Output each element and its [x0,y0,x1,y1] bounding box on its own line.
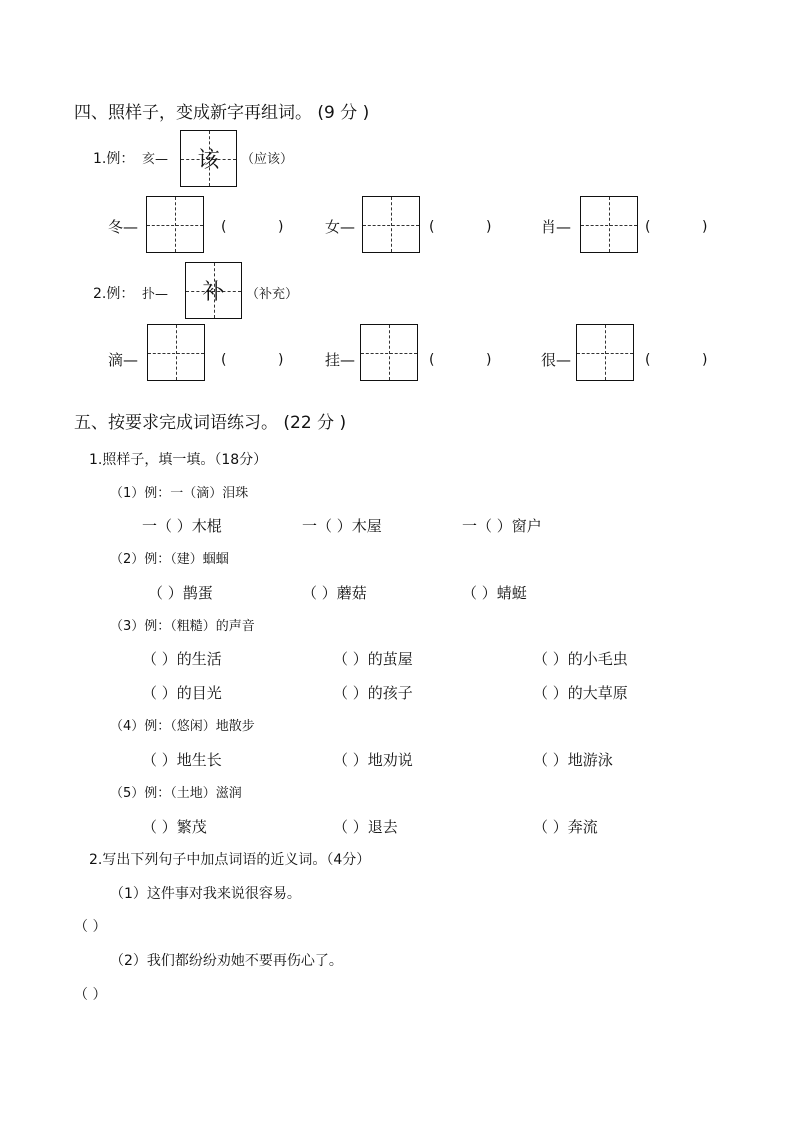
p5-item-1: （ ）繁茂 [142,818,207,836]
example1-char: 该 [197,148,220,173]
example2-box [185,262,242,319]
row2-paren-close-2: ) [486,352,492,368]
row1-prefix-1: 冬— [108,218,139,236]
p4-item-3: （ ）地游泳 [533,751,613,769]
p4-item-1: （ ）地生长 [142,751,222,769]
p5-example: （5）例：（土地）滋润 [110,786,242,801]
p3-item-a3: （ ）的小毛虫 [533,650,628,668]
example2-base: 扑— [142,287,169,302]
row1-prefix-3: 肖— [541,218,572,236]
row1-paren-open-1: ( [221,219,227,235]
row1-paren-open-2: ( [429,219,435,235]
row2-paren-open-2: ( [429,352,435,368]
p3-item-b3: （ ）的大草原 [533,684,628,702]
row1-box-3[interactable] [580,196,638,253]
row1-box-1[interactable] [146,196,204,253]
row2-paren-close-1: ) [278,352,284,368]
q2-label: 2.写出下列句子中加点词语的近义词。（4分） [89,852,371,868]
row2-paren-close-3: ) [702,352,708,368]
p5-item-2: （ ）退去 [333,818,398,836]
row2-box-1[interactable] [147,324,205,381]
p3-item-b2: （ ）的孩子 [333,684,413,702]
example1-label: 1.例： [93,151,135,167]
example2-word: （补充） [246,287,299,302]
example1-word: （应该） [241,152,294,167]
row1-box-2[interactable] [362,196,420,253]
example1-box [180,130,237,187]
q2-sentence-2: （2）我们都纷纷劝她不要再伤心了。 [110,953,343,969]
p1-example: （1）例：一（滴）泪珠 [110,486,249,501]
row2-prefix-3: 很— [541,351,572,369]
p4-item-2: （ ）地劝说 [333,751,413,769]
q1-label: 1.照样子，填一填。（18分） [89,452,268,468]
row1-paren-close-2: ) [486,219,492,235]
q2-answer-1[interactable]: （ ） [74,919,107,935]
example1-base: 亥— [142,152,169,167]
row1-paren-open-3: ( [645,219,651,235]
p2-item-2: （ ）蘑菇 [302,584,367,602]
row2-paren-open-1: ( [221,352,227,368]
row2-paren-open-3: ( [645,352,651,368]
p2-item-3: （ ）蜻蜓 [462,584,527,602]
p2-example: （2）例：（建）蝈蝈 [110,552,229,567]
p3-example: （3）例：（粗糙）的声音 [110,619,255,634]
p3-item-a2: （ ）的茧屋 [333,650,413,668]
row2-prefix-1: 滴— [108,351,139,369]
example2-char: 补 [202,280,225,305]
section5-title: 五、按要求完成词语练习。 (22 分 ) [74,413,347,433]
p1-item-3: 一（ ）窗户 [462,517,542,535]
row1-paren-close-3: ) [702,219,708,235]
example2-label: 2.例： [93,286,135,302]
row1-paren-close-1: ) [278,219,284,235]
row2-prefix-2: 挂— [325,351,356,369]
row2-box-3[interactable] [576,324,634,381]
p5-item-3: （ ）奔流 [533,818,598,836]
p3-item-a1: （ ）的生活 [142,650,222,668]
p2-item-1: （ ）鹊蛋 [148,584,213,602]
p1-item-1: 一（ ）木棍 [142,517,222,535]
q2-answer-2[interactable]: （ ） [74,987,107,1003]
row2-box-2[interactable] [360,324,418,381]
section4-title: 四、照样子，变成新字再组词。 (9 分 ) [74,103,370,123]
p1-item-2: 一（ ）木屋 [302,517,382,535]
p3-item-b1: （ ）的目光 [142,684,222,702]
p4-example: （4）例：（悠闲）地散步 [110,719,255,734]
q2-sentence-1: （1）这件事对我来说很容易。 [110,886,301,902]
row1-prefix-2: 女— [325,218,356,236]
